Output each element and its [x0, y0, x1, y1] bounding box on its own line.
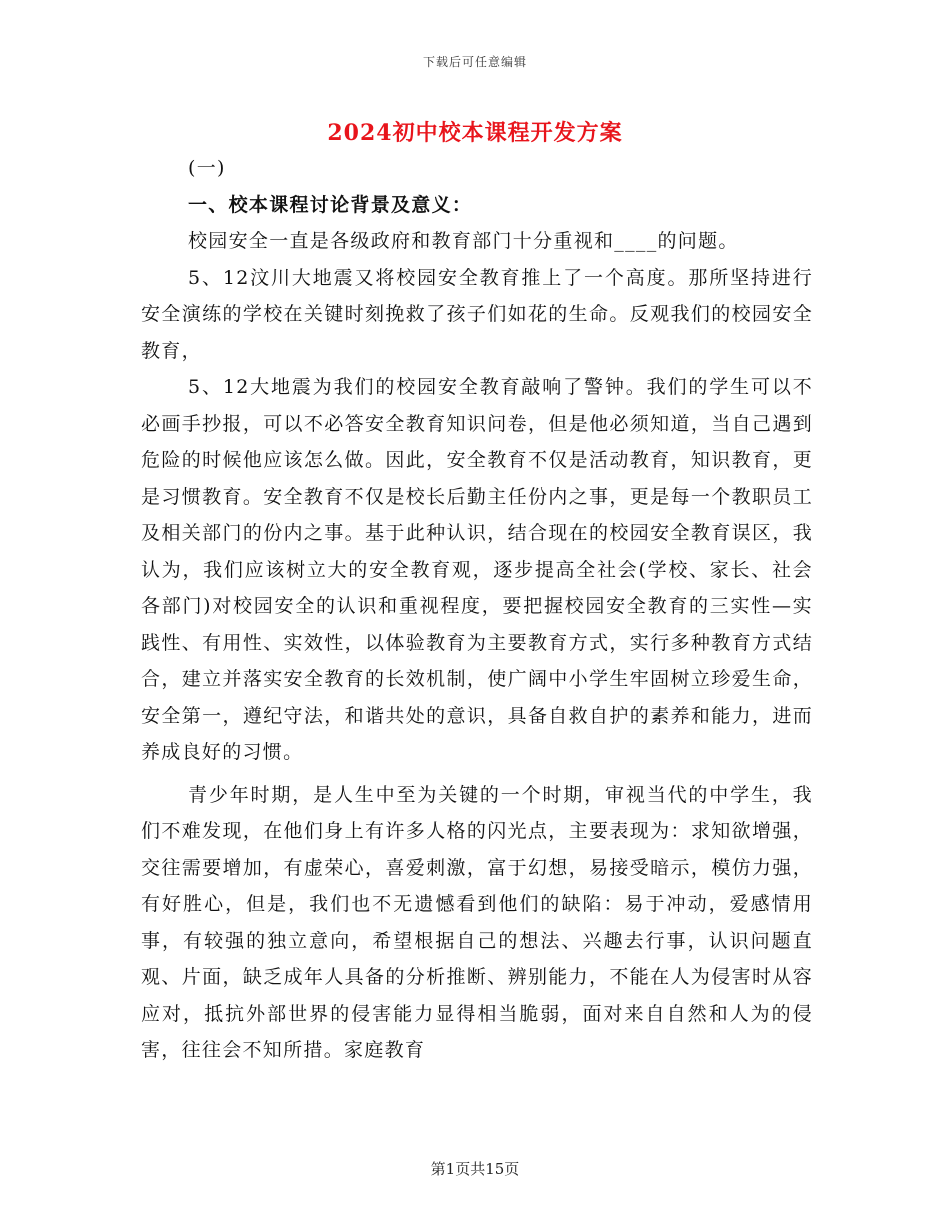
document-title: 2024初中校本课程开发方案: [327, 120, 623, 146]
paragraph-4: 青少年时期，是人生中至为关键的一个时期，审视当代的中学生，我们不难发现，在他们身上有许多人格的闪光点，主要表现为：求知欲增强，交往需要增加，有虚荣心，喜爱刺激，富于幻想，易接受暗示，模仿力强，有好胜心，但是，我们也不无遗憾看到他们的缺陷：易于冲动，爱感情用事，有较强的独立意向，希望根据自己的想法、兴趣去行事，认识问题直观、片面，缺乏成年人具备的分析推断、辨别能力，不能在人为侵害时从容应对，抵抗外部世界的侵害能力显得相当脆弱，面对来自自然和人为的侵害，往往会不知所措。家庭教育: [141, 783, 813, 1061]
paragraph-2: 5、12汶川大地震又将校园安全教育推上了一个高度。那所坚持进行安全演练的学校在关键时刻挽救了孩子们如花的生命。反观我们的校园安全教育，: [141, 266, 813, 362]
header-note: 下载后可任意编辑: [422, 55, 527, 69]
document-body: [141, 150, 813, 1069]
paragraph-1: 校园安全一直是各级政府和教育部门十分重视和____的问题。: [188, 230, 739, 252]
section-heading: 一、校本课程讨论背景及意义：: [188, 193, 473, 216]
section-number: (一): [188, 157, 226, 179]
page-footer: 第1页共15页: [430, 1160, 520, 1178]
paragraph-3: 5、12大地震为我们的校园安全教育敲响了警钟。我们的学生可以不必画手抄报，可以不必答安全教育知识问卷，但是他必须知道，当自己遇到危险的时候他应该怎么做。因此，安全教育不仅是活动教育，知识教育，更是习惯教育。安全教育不仅是校长后勤主任份内之事，更是每一个教职员工及相关部门的份内之事。基于此种认识，结合现在的校园安全教育误区，我认为，我们应该树立大的安全教育观，逐步提高全社会(学校、家长、社会各部门)对校园安全的认识和重视程度，要把握校园安全教育的三实性—实践性、有用性、实效性，以体验教育为主要教育方式，实行多种教育方式结合，建立并落实安全教育的长效机制，使广阔中小学生牢固树立珍爱生命，安全第一，遵纪守法，和谐共处的意识，具备自救自护的素养和能力，进而养成良好的习惯。: [141, 376, 813, 763]
